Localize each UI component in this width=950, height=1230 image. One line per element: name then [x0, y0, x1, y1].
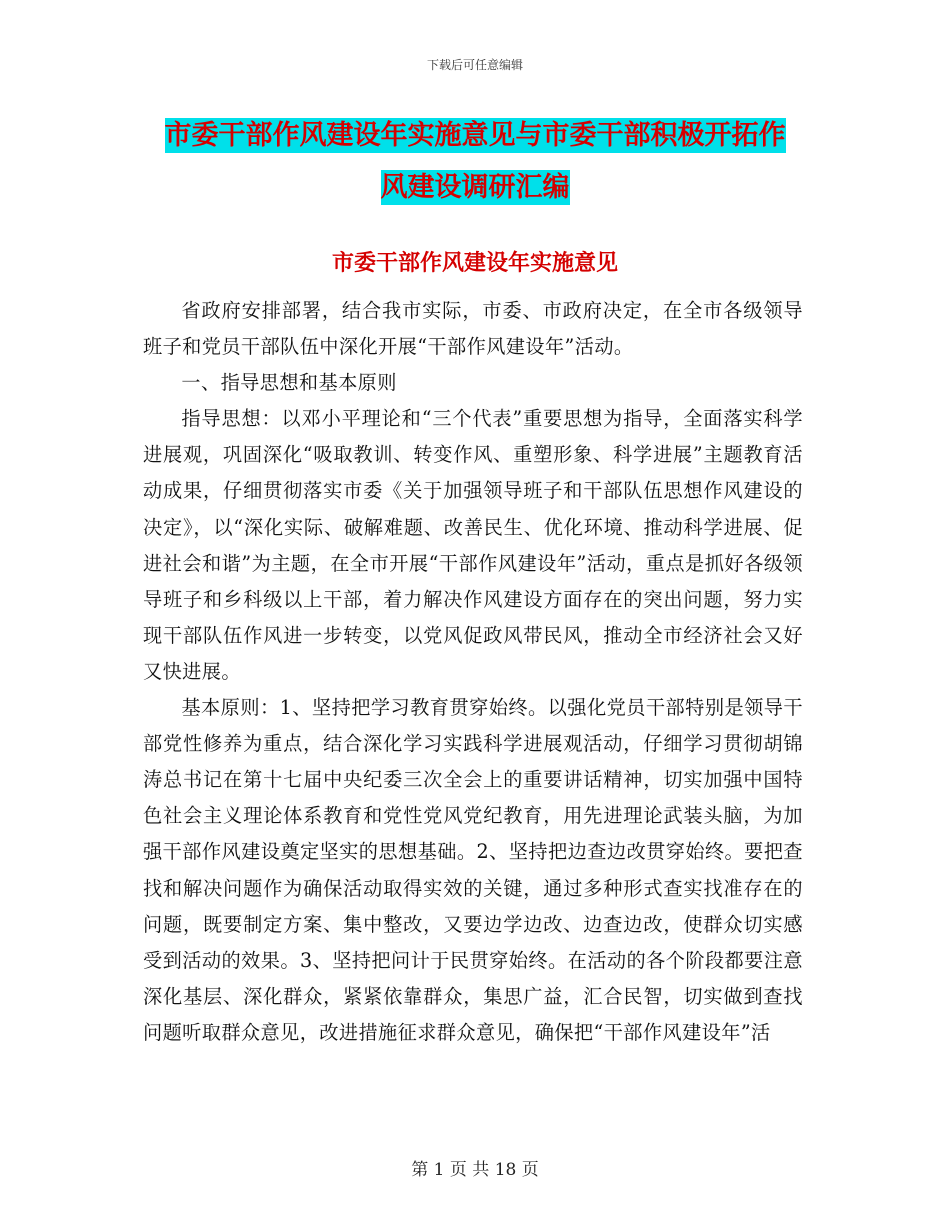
document-body: [143, 293, 803, 1051]
paragraph: 基本原则：1、坚持把学习教育贯穿始终。以强化党员干部特别是领导干部党性修养为重点，结合深化学习实践科学进展观活动，仔细学习贯彻胡锦涛总书记在第十七届中央纪委三次全会上的重要讲话精神，切实加强中国特色社会主义理论体系教育和党性党风党纪教育，用先进理论武装头脑，为加强干部作风建设奠定坚实的思想基础。2、坚持把边查边改贯穿始终。要把查找和解决问题作为确保活动取得实效的关键，通过多种形式查实找准存在的问题，既要制定方案、集中整改，又要边学边改、边查边改，使群众切实感受到活动的效果。3、坚持把问计于民贯穿始终。在活动的各个阶段都要注意深化基层、深化群众，紧紧依靠群众，集思广益，汇合民智，切实做到查找问题听取群众意见，改进措施征求群众意见，确保把“干部作风建设年”活: [143, 696, 803, 1044]
document-title: [100, 110, 850, 214]
title-line-2: 风建设调研汇编: [380, 172, 570, 203]
section-title: 市委干部作风建设年实施意见: [331, 251, 618, 276]
page-header: 下载后可任意编辑: [426, 58, 523, 72]
paragraph-heading: 一、指导思想和基本原则: [181, 371, 397, 395]
paragraph: 指导思想：以邓小平理论和“三个代表”重要思想为指导，全面落实科学进展观，巩固深化“吸取教训、转变作风、重塑形象、科学进展”主题教育活动成果，仔细贯彻落实市委《关于加强领导班子和干部队伍思想作风建设的决定》，以“深化实际、破解难题、改善民生、优化环境、推动科学进展、促进社会和谐”为主题，在全市开展“干部作风建设年”活动，重点是抓好各级领导班子和乡科级以上干部，着力解决作风建设方面存在的突出问题，努力实现干部队伍作风进一步转变，以党风促政风带民风，推动全市经济社会又好又快进展。: [143, 407, 803, 683]
paragraph: 省政府安排部署，结合我市实际，市委、市政府决定，在全市各级领导班子和党员干部队伍中深化开展“干部作风建设年”活动。: [143, 299, 803, 359]
title-line-1: 市委干部作风建设年实施意见与市委干部积极开拓作: [164, 120, 786, 151]
page-footer: 第 1 页 共 18 页: [411, 1160, 539, 1180]
